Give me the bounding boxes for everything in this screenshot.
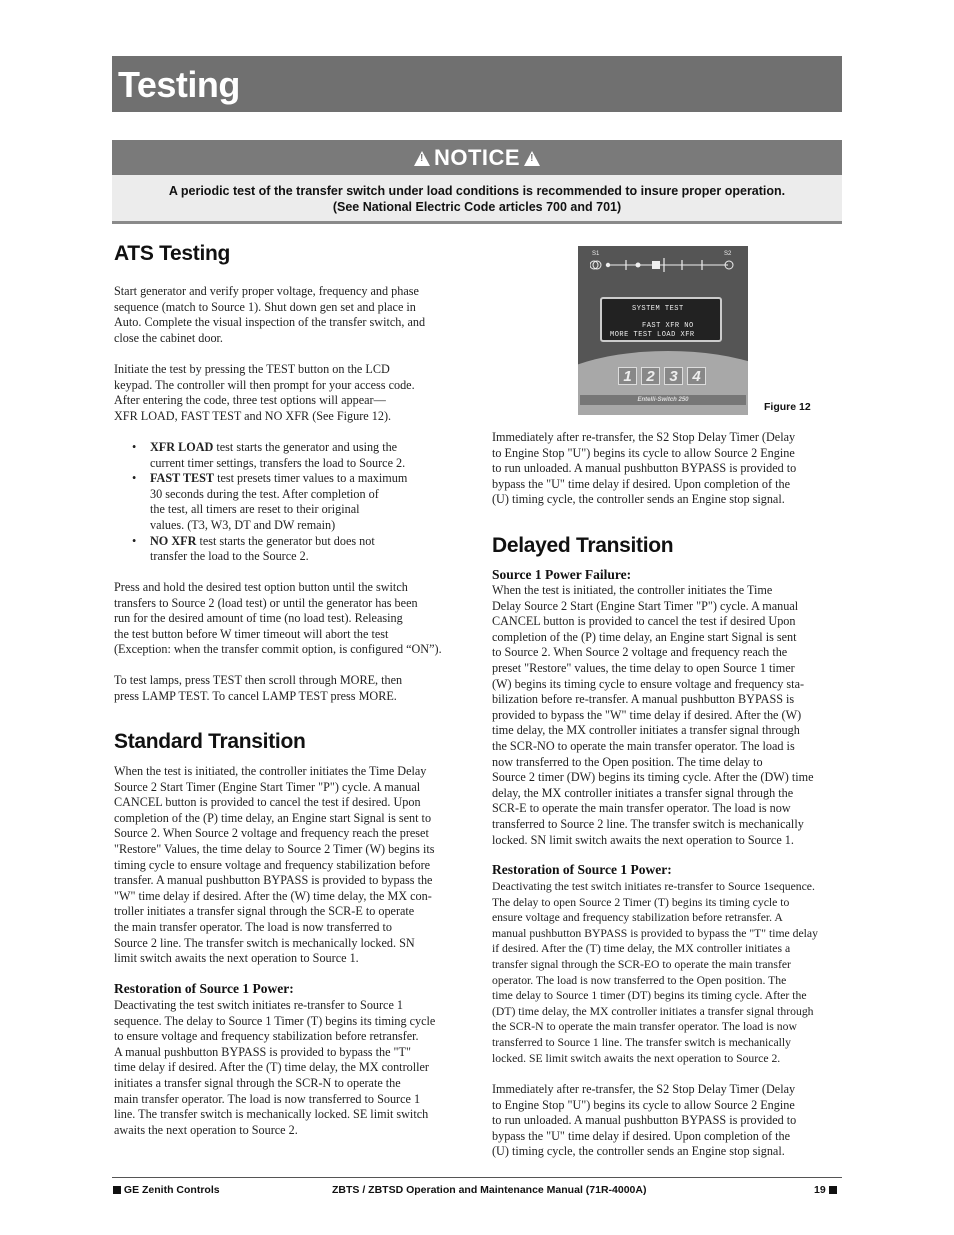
keypad-button-3[interactable]: 3 [664, 367, 683, 385]
lcd-line-1: SYSTEM TEST [632, 305, 684, 313]
delayed-paragraph-3: Immediately after re-transfer, the S2 Stop Delay Timer (Delay to Engine Stop "U") begins its cycle to allow Source 2 Engine to run unloaded. A manual pushbutton BYPASS is provided to bypass the "U" time delay if desired. Upon completion of the (U) timing cycle, the controller sends an Engine stop signal. [492, 1082, 797, 1159]
bullet-term: XFR LOAD [150, 440, 214, 454]
footer-rule [112, 1177, 842, 1178]
page-number: 19 [814, 1184, 826, 1196]
right-top-paragraph: Immediately after re-transfer, the S2 Stop Delay Timer (Delay to Engine Stop "U") begins its cycle to allow Source 2 Engine to run unloaded. A manual pushbutton BYPASS is provided to bypass the "U" time delay if desired. Upon completion of the (U) timing cycle, the controller sends an Engine stop signal. [492, 430, 797, 507]
one-line-diagram-icon [590, 258, 740, 272]
square-bullet-icon [113, 1186, 121, 1194]
s1-label: S1 [592, 251, 600, 257]
list-item [130, 534, 450, 565]
list-item [130, 440, 450, 471]
square-bullet-icon [829, 1186, 837, 1194]
ats-paragraph-3: Press and hold the desired test option button until the switch transfers to Source 2 (load test) or until the generator has been run for the desired amount of time (no load test). Releasing the test button before W timer timeout will abort the test (Exception: when the transfer commit option, is configured “ON”). [114, 580, 442, 657]
bullet-text: test presets timer values to a maximum 30 seconds during the test. After completion of the test, all timers are reset to their original values. (T3, W3, DT and DW remain) [150, 471, 408, 532]
standard-restoration-subheading: Restoration of Source 1 Power: [114, 981, 294, 996]
notice-header [112, 140, 842, 175]
source1-failure-subheading: Source 1 Power Failure: [492, 567, 632, 582]
controller-panel-figure [578, 246, 748, 415]
bullet-text: test starts the generator and using the current timer settings, transfers the load to Source 2. [150, 440, 406, 470]
notice-line-1: A periodic test of the transfer switch under load conditions is recommended to insure proper operation. [168, 184, 786, 198]
notice-body [112, 175, 842, 224]
lcd-line-3: MORE TEST LOAD XFR [610, 331, 695, 339]
bullet-term: NO XFR [150, 533, 197, 548]
footer-company: GE Zenith Controls [123, 1184, 220, 1196]
list-item [130, 471, 450, 533]
lcd-line-2: FAST XFR NO [642, 322, 694, 330]
notice-line-2: (See National Electric Code articles 700 and 701) [332, 200, 622, 214]
keypad [618, 367, 706, 385]
keypad-button-4[interactable]: 4 [687, 367, 706, 385]
ats-testing-heading: ATS Testing [114, 242, 231, 265]
warning-icon: ! [524, 151, 540, 166]
keypad-button-1[interactable]: 1 [618, 367, 637, 385]
bullet-term: FAST TEST [150, 471, 215, 486]
s2-label: S2 [724, 251, 732, 257]
footer-left [113, 1184, 220, 1196]
standard-paragraph-2: Deactivating the test switch initiates re-transfer to Source 1 sequence. The delay to Source 1 Timer (T) begins its timing cycle to ensure voltage and frequency stabilization before retransfer. A manual pushbutton BYPASS is provided to bypass the "T" time delay if desired. After the (T) time delay, the MX controller initiates a transfer signal through the SCR-N to operate the main transfer operator. The load is now transferred to Source 1 line. The transfer switch is mechanically locked. SE limit switch awaits the next operation to Source 2. [114, 998, 436, 1137]
delayed-paragraph-1: When the test is initiated, the controller initiates the Time Delay Source 2 Start (Engine Start Timer "P") cycle. A manual CANCEL button is provided to cancel the test if desired Upon completion of the (P) time delay, an Engine start Signal is sent to Source 2. When Source 2 voltage and frequency reach the preset "Restore" values, the time delay to open Source 1 timer (W) begins its timing cycle to ensure voltage and frequency sta- bilization before re-transfer. A manual pushbutton BYPASS is provided to bypass the "W" time delay if desired. After the (W) time delay, the MX controller initiates a transfer signal through the SCR-NO to operate the main transfer operator. The load is now transferred to the Open position. The time delay to Source 2 timer (DW) begins its timing cycle. After the (DW) time delay, the MX controller initiates a transfer signal through the SCR-E to operate the main transfer operator. The load is now transferred to Source 2 line. The transfer switch is mechanically locked. SN limit switch awaits the next operation to Source 1. [492, 583, 814, 847]
warning-icon: ! [414, 151, 430, 166]
bullet-text: test starts the generator but does not transfer the load to the Source 2. [150, 533, 375, 564]
lcd-display [600, 297, 722, 342]
ats-paragraph-1: Start generator and verify proper voltage, frequency and phase sequence (match to Source 1). Shut down gen set and place in Auto. Complete the visual inspection of the transfer switch, and close the cabinet door. [114, 284, 426, 345]
ats-paragraph-2: Initiate the test by pressing the TEST button on the LCD keypad. The controller will then prompt for your access code. After entering the code, three test options will appear— XFR LOAD, FAST TEST and NO XFR (See Figure 12). [114, 362, 415, 423]
standard-paragraph-1: When the test is initiated, the controller initiates the Time Delay Source 2 Start Timer (Engine Start Timer "P") cycle. A manual CANCEL button is provided to cancel the test if desired. Upon completion of the (P) time delay, an Engine start Signal is sent to Source 2. When Source 2 voltage and frequency reach the preset "Restore" Values, the time delay to Source 2 Timer (W) begins its timing cycle to ensure voltage and frequency stabilization before transfer. A manual pushbutton BYPASS is provided to bypass the "W" time delay if desired. After the (W) time delay, the MX con- troller initiates a transfer signal through the SCR-E to operate the main transfer operator. The load is now transferred to Source 2 line. The transfer switch is mechanically locked. SN limit switch awaits the next operation to Source 1. [114, 764, 435, 966]
page-title: Testing [118, 64, 240, 105]
delayed-transition-heading: Delayed Transition [492, 534, 674, 557]
delayed-paragraph-2: Deactivating the test switch initiates re-transfer to Source 1sequence. The delay to open Source 2 Timer (T) begins its timing cycle to ensure voltage and frequency stabilization before retransfer. A manual pushbutton BYPASS is provided to bypass the "T" time delay if desired. After the (T) time delay, the MX controller initiates a transfer signal through the SCR-EO to operate the main transfer operator. The load is now transferred to the Open position. The time delay to Source 1 timer (DT) begins its timing cycle. After the (DT) time delay, the MX controller initiates a transfer signal through the SCR-N to operate the main transfer operator. The load is now transferred to Source 1 line. The transfer switch is mechanically locked. SE limit switch awaits the next operation to Source 2. [492, 880, 818, 1065]
delayed-restoration-subheading: Restoration of Source 1 Power: [492, 862, 672, 877]
standard-transition-heading: Standard Transition [114, 730, 306, 753]
notice-label: NOTICE [433, 145, 521, 170]
footer-manual-title: ZBTS / ZBTSD Operation and Maintenance Manual (71R-4000A) [332, 1184, 647, 1196]
footer-right [814, 1184, 837, 1196]
keypad-button-2[interactable]: 2 [641, 367, 660, 385]
figure-caption: Figure 12 [764, 401, 811, 413]
test-options-list [130, 440, 450, 565]
ats-paragraph-4: To test lamps, press TEST then scroll through MORE, then press LAMP TEST. To cancel LAMP TEST press MORE. [114, 673, 403, 703]
panel-brand: Entelli-Switch 250 [580, 395, 746, 405]
title-bar [112, 56, 842, 112]
